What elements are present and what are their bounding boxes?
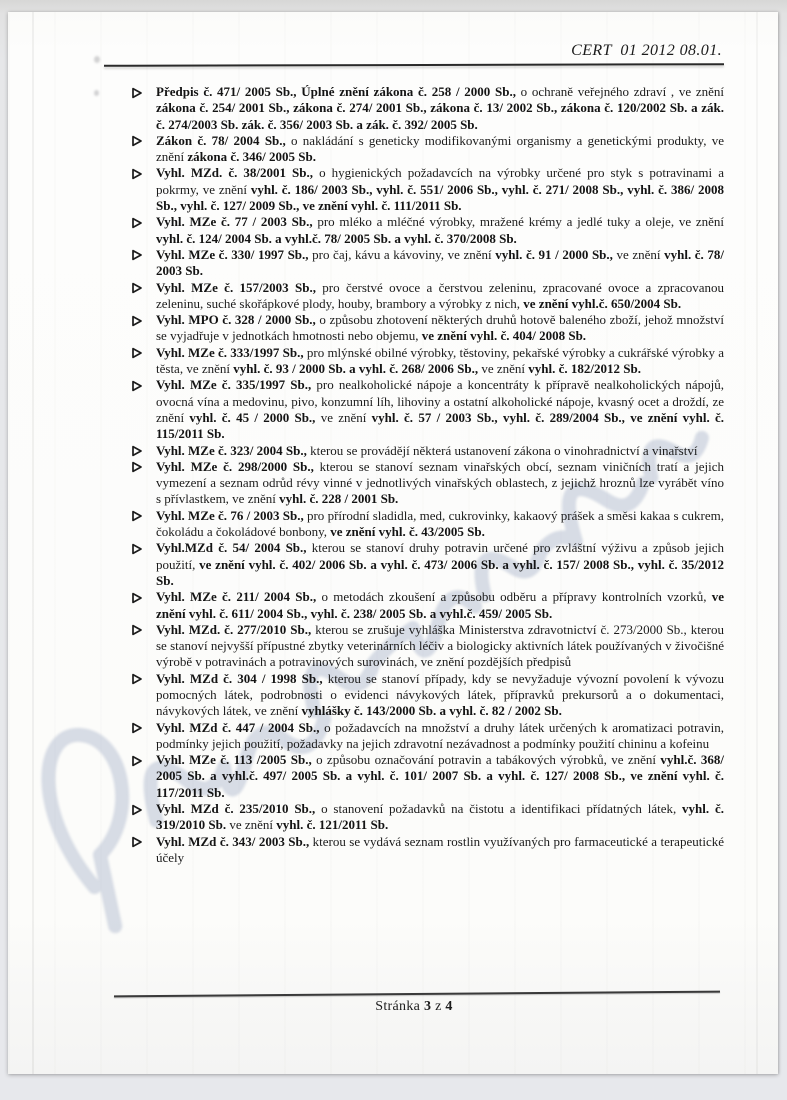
list-item <box>131 443 724 459</box>
list-item <box>131 540 724 589</box>
list-item-text: Vyhl. MZe č. 76 / 2003 Sb., pro přírodní sladidla, med, cukrovinky, kakaový prášek a směsi kakaa s cukrem, čokoládu a čokoládové bonbony, ve znění vyhl. č. 43/2005 Sb. <box>156 507 724 540</box>
arrow-bullet-icon <box>131 624 143 636</box>
arrow-bullet-icon <box>131 836 143 848</box>
list-item-text: Předpis č. 471/ 2005 Sb., Úplné znění zákona č. 258 / 2000 Sb., o ochraně veřejného zdraví , ve znění zákona č. 254/ 2001 Sb., zákona č. 274/ 2001 Sb., zákona č. 13/ 2002 Sb., zákona č. 120/2002 Sb. a zák. č. 274/2003 Sb. zák. č. 356/ 2003 Sb. a zák. č. 392/ 2005 Sb. <box>156 84 724 132</box>
list-item <box>131 312 724 345</box>
list-item-text: Vyhl. MZe č. 333/1997 Sb., pro mlýnské obilné výrobky, těstoviny, pekařské výrobky a cukrářské výrobky a těsta, ve znění vyhl. č. 93 / 2000 Sb. a vyhl. č. 268/ 2006 Sb., ve znění vyhl. č. 182/2012 Sb. <box>156 344 724 377</box>
arrow-bullet-icon <box>131 135 143 147</box>
list-item-text: Vyhl. MZe č. 113 /2005 Sb., o způsobu označování potravin a tabákových výrobků, ve znění vyhl.č. 368/ 2005 Sb. a vyhl.č. 497/ 2005 Sb. a vyhl. č. 101/ 2007 Sb. a vyhl. č. 127/ 2008 Sb., ve znění vyhl. č. 117/2011 Sb. <box>156 752 724 800</box>
list-item <box>131 345 724 378</box>
list-item <box>131 834 724 867</box>
list-item-text: Vyhl. MZd. č. 38/2001 Sb., o hygienických požadavcích na výrobky určené pro styk s potravinami a pokrmy, ve znění vyhl. č. 186/ 2003 Sb., vyhl. č. 551/ 2006 Sb., vyhl. č. 271/ 2008 Sb., vyhl. č. 386/ 2008 Sb., vyhl. č. 127/ 2009 Sb., ve znění vyhl. č. 111/2011 Sb. <box>156 165 724 214</box>
scan-streak <box>756 12 758 1074</box>
header-rule <box>104 63 724 67</box>
list-item-text: Vyhl. MZe č. 323/ 2004 Sb., kterou se provádějí některá ustanovení zákona o vinohradnictví a vinařství <box>156 442 698 458</box>
paper-sheet <box>8 12 778 1074</box>
list-item <box>131 133 724 166</box>
arrow-bullet-icon <box>131 722 143 734</box>
arrow-bullet-icon <box>131 673 143 685</box>
footer-rule <box>114 991 720 997</box>
arrow-bullet-icon <box>131 282 143 294</box>
list-item-text: Vyhl. MZd č. 343/ 2003 Sb., kterou se vydává seznam rostlin využívaných pro farmaceutické a terapeutické účely <box>156 833 724 865</box>
list-item <box>131 508 724 541</box>
list-item <box>131 671 724 720</box>
page-footer <box>104 993 724 1015</box>
list-item-text: Vyhl.MZd č. 54/ 2004 Sb., kterou se stanoví druhy potravin určené pro zvláštní výživu a způsob jejich použití, ve znění vyhl. č. 402/ 2006 Sb. a vyhl. č. 473/ 2006 Sb. a vyhl. č. 157/ 2008 Sb., vyhl. č. 35/2012 Sb. <box>156 540 725 588</box>
list-item-text: Vyhl. MPO č. 328 / 2000 Sb., o způsobu zhotovení některých druhů hotově baleného zboží, jehož množství se vyjadřuje v jednotkách hmotnosti nebo objemu, ve znění vyhl. č. 404/ 2008 Sb. <box>156 312 725 344</box>
list-item <box>131 377 724 442</box>
list-item <box>131 84 724 133</box>
list-item <box>131 801 724 834</box>
arrow-bullet-icon <box>131 380 143 392</box>
arrow-bullet-icon <box>131 804 143 816</box>
list-item-text: Vyhl. MZd. č. 277/2010 Sb., kterou se zrušuje vyhláška Ministerstva zdravotnictví č. 273/2000 Sb., kterou se stanoví nejvyšší přípustné zbytky veterinárních léčiv a biologicky aktivních látek používaných v živočišné výrobě v potravinách a potravinových surovinách, ve znění pozdějších předpisů <box>156 621 724 670</box>
list-item <box>131 622 724 671</box>
list-item <box>131 280 724 313</box>
arrow-bullet-icon <box>131 755 143 767</box>
page-content <box>104 42 724 866</box>
arrow-bullet-icon <box>131 249 143 261</box>
arrow-bullet-icon <box>131 217 143 229</box>
list-item <box>131 752 724 801</box>
regulation-list <box>131 84 724 866</box>
list-item-text: Vyhl. MZe č. 335/1997 Sb., pro nealkoholické nápoje a koncentráty k přípravě nealkoholických nápojů, ovocná vína a medovinu, pivo, konzumní líh, lihoviny a ostatní alkoholické nápoje, kvasný ocet a droždí, ze znění vyhl. č. 45 / 2000 Sb., ve znění vyhl. č. 57 / 2003 Sb., vyhl. č. 289/2004 Sb., ve znění vyhl. č. 115/2011 Sb. <box>156 377 725 442</box>
arrow-bullet-icon <box>131 347 143 359</box>
list-item-text: Vyhl. MZd č. 447 / 2004 Sb., o požadavcích na množství a druhy látek určených k aromatizaci potravin, podmínky jejich použití, požadavky na jejich zdravotní nezávadnost a podmínky použití chininu a kofeinu <box>156 719 724 751</box>
arrow-bullet-icon <box>131 461 143 473</box>
page-number-text: Stránka 3 z 4 <box>375 998 453 1014</box>
document-code: CERT 01 2012 08.01. <box>571 42 722 59</box>
list-item-text: Vyhl. MZe č. 77 / 2003 Sb., pro mléko a mléčné výrobky, mražené krémy a jedlé tuky a oleje, ve znění vyhl. č. 124/ 2004 Sb. a vyhl.č. 78/ 2005 Sb. a vyhl. č. 370/2008 Sb. <box>156 214 724 246</box>
list-item <box>131 247 724 280</box>
arrow-bullet-icon <box>131 87 143 99</box>
scan-artifact <box>94 90 99 96</box>
list-item <box>131 589 724 622</box>
arrow-bullet-icon <box>131 315 143 327</box>
list-item-text: Vyhl. MZe č. 330/ 1997 Sb., pro čaj, kávu a kávoviny, ve znění vyhl. č. 91 / 2000 Sb., ve znění vyhl. č. 78/ 2003 Sb. <box>156 246 725 279</box>
list-item-text: Vyhl. MZd č. 235/2010 Sb., o stanovení požadavků na čistotu a identifikaci přídatných látek, vyhl. č. 319/2010 Sb. ve znění vyhl. č. 121/2011 Sb. <box>156 801 724 833</box>
list-item-text: Zákon č. 78/ 2004 Sb., o nakládání s geneticky modifikovanými organismy a genetickými produkty, ve znění zákona č. 346/ 2005 Sb. <box>156 132 724 165</box>
scan-streak <box>32 12 34 1074</box>
list-item-text: Vyhl. MZe č. 157/2003 Sb., pro čerstvé ovoce a čerstvou zeleninu, zpracované ovoce a zpracovanou zeleninu, suché skořápkové plody, houby, brambory a výrobky z nich, ve znění vyhl.č. 650/2004 Sb. <box>156 279 725 311</box>
arrow-bullet-icon <box>131 168 143 180</box>
arrow-bullet-icon <box>131 445 143 457</box>
list-item <box>131 459 724 508</box>
arrow-bullet-icon <box>131 592 143 604</box>
list-item-text: Vyhl. MZe č. 211/ 2004 Sb., o metodách zkoušení a způsobu odběru a přípravy kontrolních vzorků, ve znění vyhl. č. 611/ 2004 Sb., vyhl. č. 238/ 2005 Sb. a vyhl.č. 459/ 2005 Sb. <box>156 589 724 621</box>
list-item <box>131 720 724 753</box>
list-item <box>131 165 724 214</box>
arrow-bullet-icon <box>131 510 143 522</box>
arrow-bullet-icon <box>131 543 143 555</box>
list-item <box>131 214 724 247</box>
list-item-text: Vyhl. MZd č. 304 / 1998 Sb., kterou se stanoví případy, kdy se nevyžaduje vývozní povolení k vývozu pomocných látek, podrobnosti o evidenci návykových látek, přípravků prekursorů a o dokumentaci, návykových látek, ve znění vyhlášky č. 143/2000 Sb. a vyhl. č. 82 / 2002 Sb. <box>156 670 724 719</box>
list-item-text: Vyhl. MZe č. 298/2000 Sb., kterou se stanoví seznam vinařských obcí, seznam viničních tratí a jejich vymezení a seznam odrůd révy vinné v jednotlivých vinařských oblastech, z jejichž hroznů lze vyrábět víno s přívlastkem, ve znění vyhl. č. 228 / 2001 Sb. <box>156 458 725 507</box>
scan-artifact <box>94 56 100 63</box>
